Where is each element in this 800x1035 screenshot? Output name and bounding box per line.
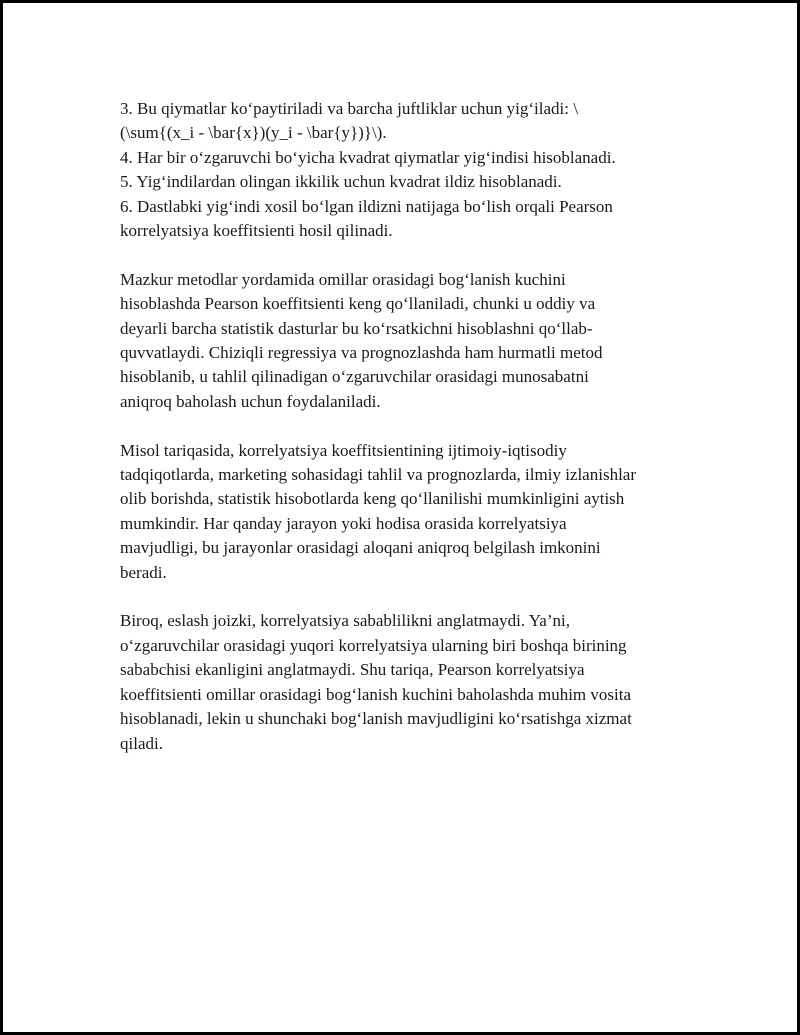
step-line: 4. Har bir oʻzgaruvchi boʻyicha kvadrat qiymatlar yigʻindisi hisoblanadi.: [120, 147, 616, 167]
paragraph-line: tadqiqotlarda, marketing sohasidagi tahlil va prognozlarda, ilmiy izlanishlar: [120, 465, 636, 485]
paragraph-line: qiladi.: [120, 733, 163, 753]
paragraph-examples: [120, 439, 690, 585]
paragraph-line: Misol tariqasida, korrelyatsiya koeffitsientining ijtimoiy-iqtisodiy: [120, 440, 567, 460]
step-line: 6. Dastlabki yigʻindi xosil boʻlgan ildizni natijaga boʻlish orqali Pearson: [120, 196, 613, 216]
paragraph-line: oʻzgaruvchilar orasidagi yuqori korrelyatsiya ularning biri boshqa birining: [120, 635, 627, 655]
paragraph-line: Biroq, eslash joizki, korrelyatsiya sabablilikni anglatmaydi. Ya’ni,: [120, 611, 570, 631]
paragraph-line: hisoblanadi, lekin u shunchaki bogʻlanish mavjudligini koʻrsatishga xizmat: [120, 709, 632, 729]
paragraph-line: deyarli barcha statistik dasturlar bu koʻrsatkichni hisoblashni qoʻllab-: [120, 318, 593, 338]
paragraph-line: Mazkur metodlar yordamida omillar orasidagi bogʻlanish kuchini: [120, 269, 566, 289]
paragraph-caveat: [120, 609, 690, 755]
step-line: korrelyatsiya koeffitsienti hosil qilinadi.: [120, 221, 393, 241]
paragraph-line: quvvatlaydi. Chiziqli regressiya va prognozlashda ham hurmatli metod: [120, 343, 603, 363]
paragraph-line: olib borishda, statistik hisobotlarda keng qoʻllanilishi mumkinligini aytish: [120, 489, 625, 509]
paragraph-line: aniqroq baholash uchun foydalaniladi.: [120, 391, 381, 411]
paragraph-line: sababchisi ekanligini anglatmaydi. Shu tariqa, Pearson korrelyatsiya: [120, 660, 585, 680]
paragraph-methods: [120, 268, 690, 414]
step-line: 3. Bu qiymatlar koʻpaytiriladi va barcha juftliklar uchun yigʻiladi: \: [120, 99, 578, 118]
paragraph-line: hisoblashda Pearson koeffitsienti keng qoʻllaniladi, chunki u oddiy va: [120, 294, 596, 314]
paragraph-line: hisoblanib, u tahlil qilinadigan oʻzgaruvchilar orasidagi munosabatni: [120, 367, 589, 387]
step-line: (\sum{(x_i - \bar{x})(y_i - \bar{y})}\).: [120, 123, 387, 143]
paragraph-line: mumkindir. Har qanday jarayon yoki hodisa orasida korrelyatsiya: [120, 513, 567, 533]
paragraph-line: beradi.: [120, 562, 167, 582]
document-body: [120, 97, 690, 780]
step-line: 5. Yigʻindilardan olingan ikkilik uchun kvadrat ildiz hisoblanadi.: [120, 172, 562, 192]
paragraph-line: mavjudligi, bu jarayonlar orasidagi aloqani aniqroq belgilash imkonini: [120, 538, 601, 558]
steps-list: [120, 97, 690, 243]
paragraph-line: koeffitsienti omillar orasidagi bogʻlanish kuchini baholashda muhim vosita: [120, 684, 632, 704]
